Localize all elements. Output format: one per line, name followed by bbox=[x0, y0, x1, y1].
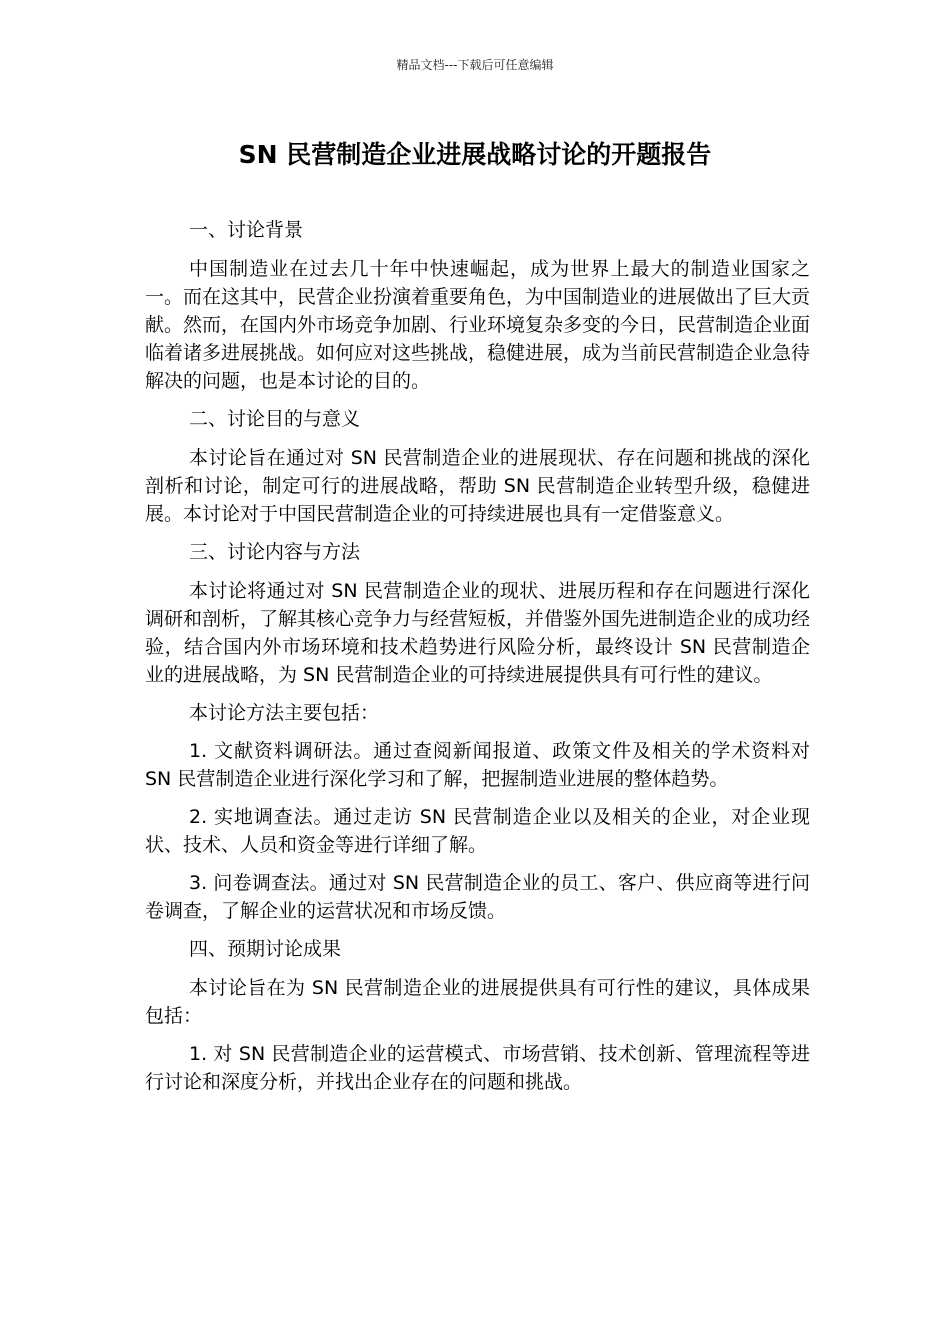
paragraph: 本讨论旨在通过对 SN 民营制造企业的进展现状、存在问题和挑战的深化剖析和讨论，制定可行的进展战略，帮助 SN 民营制造企业转型升级，稳健进展。本讨论对于中国民营制造企业的可持续进展也具有一定借鉴意义。 bbox=[145, 447, 810, 525]
paragraph: 中国制造业在过去几十年中快速崛起，成为世界上最大的制造业国家之一。而在这其中，民营企业扮演着重要角色，为中国制造业的进展做出了巨大贡献。然而，在国内外市场竞争加剧、行业环境复杂多变的今日，民营制造企业面临着诸多进展挑战。如何应对这些挑战，稳健进展，成为当前民营制造企业急待解决的问题，也是本讨论的目的。 bbox=[145, 258, 811, 392]
list-item: 1. 对 SN 民营制造企业的运营模式、市场营销、技术创新、管理流程等进行讨论和深度分析，并找出企业存在的问题和挑战。 bbox=[145, 1043, 810, 1093]
document-body bbox=[145, 216, 810, 1106]
section-heading: 三、讨论内容与方法 bbox=[189, 541, 361, 563]
section-heading: 二、讨论目的与意义 bbox=[189, 408, 361, 430]
header-note: 精品文档---下载后可任意编辑 bbox=[396, 58, 554, 72]
paragraph: 本讨论旨在为 SN 民营制造企业的进展提供具有可行性的建议，具体成果包括： bbox=[145, 977, 810, 1027]
section-heading: 四、预期讨论成果 bbox=[189, 938, 342, 960]
document-title: SN 民营制造企业进展战略讨论的开题报告 bbox=[238, 140, 712, 169]
paragraph: 本讨论将通过对 SN 民营制造企业的现状、进展历程和存在问题进行深化调研和剖析，了解其核心竞争力与经营短板，并借鉴外国先进制造企业的成功经验，结合国内外市场环境和技术趋势进行风险分析，最终设计 SN 民营制造企业的进展战略，为 SN 民营制造企业的可持续进展提供具有可行性的建议。 bbox=[145, 580, 811, 686]
list-item: 1. 文献资料调研法。通过查阅新闻报道、政策文件及相关的学术资料对 SN 民营制造企业进行深化学习和了解，把握制造业进展的整体趋势。 bbox=[145, 740, 810, 790]
list-item: 3. 问卷调查法。通过对 SN 民营制造企业的员工、客户、供应商等进行问卷调查，了解企业的运营状况和市场反馈。 bbox=[145, 872, 810, 922]
list-item: 2. 实地调查法。通过走访 SN 民营制造企业以及相关的企业，对企业现状、技术、人员和资金等进行详细了解。 bbox=[145, 806, 810, 856]
paragraph: 本讨论方法主要包括： bbox=[189, 702, 380, 724]
section-heading: 一、讨论背景 bbox=[189, 219, 304, 241]
